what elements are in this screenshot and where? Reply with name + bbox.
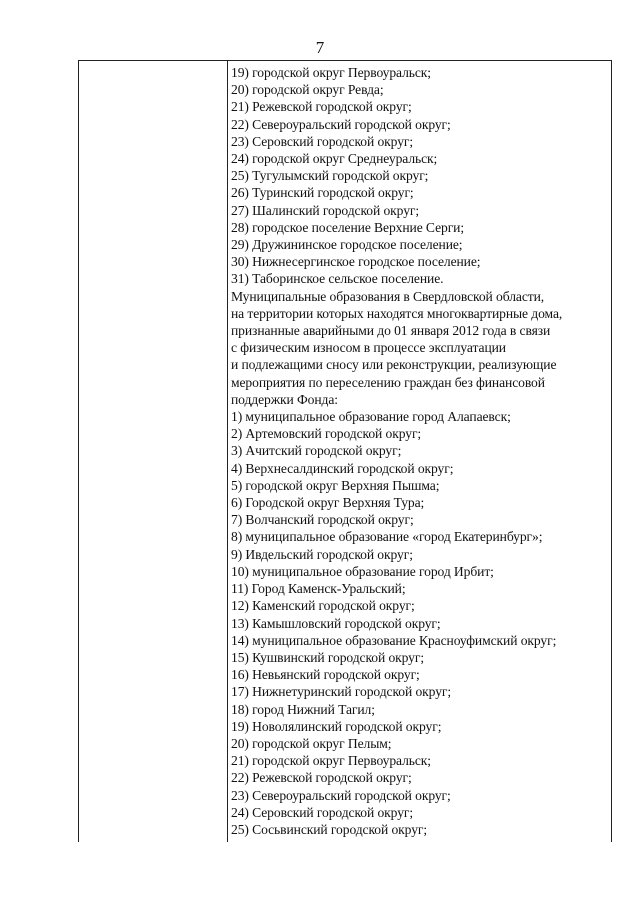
list-item: 5) городской округ Верхняя Пышма; <box>231 477 440 493</box>
list-item: 31) Таборинское сельское поселение. <box>231 271 444 287</box>
list-item: 12) Каменский городской округ; <box>231 598 415 614</box>
list-item: 25) Сосьвинский городской округ; <box>231 821 428 837</box>
list-item: 22) Режевской городской округ; <box>231 770 412 786</box>
list-item: 14) муниципальное образование Красноуфимский округ; <box>231 632 557 648</box>
list-item: и подлежащими сносу или реконструкции, реализующие <box>231 357 557 373</box>
list-item: 17) Нижнетуринский городской округ; <box>231 684 452 700</box>
list-item: мероприятия по переселению граждан без финансовой <box>231 374 545 390</box>
list-item: 24) городской округ Среднеуральск; <box>231 151 438 167</box>
list-item: 15) Кушвинский городской округ; <box>231 649 425 665</box>
list-item: 10) муниципальное образование город Ирбит; <box>231 563 494 579</box>
list-item: 25) Тугулымский городской округ; <box>231 168 429 184</box>
list-item: 19) городской округ Первоуральск; <box>231 65 431 80</box>
table-left-column <box>79 61 227 842</box>
list-item: 26) Туринский городской округ; <box>231 185 414 201</box>
list-item: 2) Артемовский городской округ; <box>231 426 422 442</box>
list-item: 21) Режевской городской округ; <box>231 99 412 115</box>
document-table <box>78 60 612 842</box>
list-item: 23) Серовский городской округ; <box>231 133 414 149</box>
list-item: 1) муниципальное образование город Алапаевск; <box>231 409 511 425</box>
page-number: 7 <box>315 38 325 57</box>
list-item: 7) Волчанский городской округ; <box>231 512 414 528</box>
list-item: поддержки Фонда: <box>231 391 338 407</box>
list-item: 3) Ачитский городской округ; <box>231 443 402 459</box>
list-item: 20) городской округ Ревда; <box>231 82 384 98</box>
table-right-column <box>229 64 611 838</box>
list-item: с физическим износом в процессе эксплуатации <box>231 340 506 356</box>
list-item: на территории которых находятся многоквартирные дома, <box>231 305 563 321</box>
column-divider <box>227 61 228 842</box>
list-item: 24) Серовский городской округ; <box>231 804 414 820</box>
list-item: 28) городское поселение Верхние Серги; <box>231 219 465 235</box>
list-item: 29) Дружининское городское поселение; <box>231 237 463 253</box>
list-item: 16) Невьянский городской округ; <box>231 667 420 683</box>
list-item: 19) Новолялинский городской округ; <box>231 718 442 734</box>
list-item: 9) Ивдельский городской округ; <box>231 546 413 562</box>
list-item: Муниципальные образования в Свердловской области, <box>231 288 545 304</box>
list-item: признанные аварийными до 01 января 2012 года в связи <box>231 323 551 339</box>
list-item: 8) муниципальное образование «город Екатеринбург»; <box>231 529 543 545</box>
list-item: 20) городской округ Пелым; <box>231 735 392 751</box>
list-item: 27) Шалинский городской округ; <box>231 202 420 218</box>
list-item: 11) Город Каменск-Уральский; <box>231 581 406 597</box>
list-item: 30) Нижнесергинское городское поселение; <box>231 254 481 270</box>
list-item: 22) Североуральский городской округ; <box>231 116 451 132</box>
list-item: 4) Верхнесалдинский городской округ; <box>231 460 454 476</box>
list-item: 18) город Нижний Тагил; <box>231 701 375 717</box>
list-item: 21) городской округ Первоуральск; <box>231 753 431 769</box>
list-item: 23) Североуральский городской округ; <box>231 787 451 803</box>
list-item: 6) Городской округ Верхняя Тура; <box>231 495 425 511</box>
list-item: 13) Камышловский городской округ; <box>231 615 441 631</box>
